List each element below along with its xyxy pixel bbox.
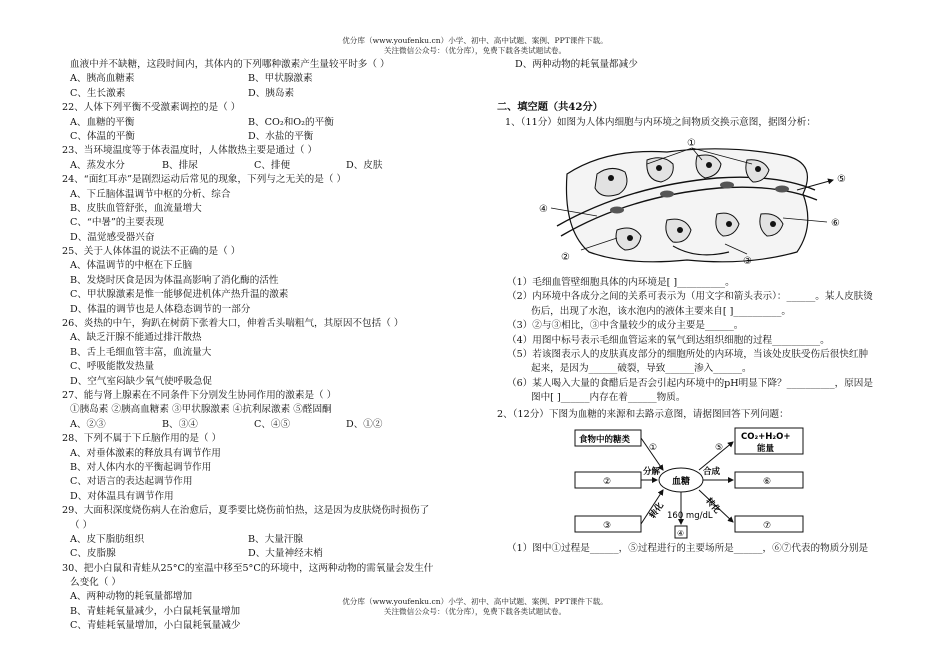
q24-option-c: C、“中暑”的主要表现 xyxy=(70,217,164,229)
label-2: ② xyxy=(561,252,570,264)
q21-options-row2 xyxy=(62,87,462,101)
q30-option-a: A、两种动物的耗氧量都增加 xyxy=(70,591,193,603)
q29-option-b: B、大量汗腺 xyxy=(248,533,304,545)
q30-option-b: B、青蛙耗氧量减少，小白鼠耗氧量增加 xyxy=(70,605,241,617)
num-6: ⑥ xyxy=(763,476,772,487)
q2-stem: 2、（12分）下图为血糖的来源和去路示意图，请据图回答下列问题： xyxy=(497,408,789,420)
center-label: 血糖 xyxy=(672,476,691,487)
q25-option-b: B、发烧时厌食是因为体温高影响了消化酶的活性 xyxy=(70,274,279,286)
cell-nucleus xyxy=(726,221,732,227)
q28-option-d: D、对体温具有调节作用 xyxy=(70,490,174,502)
q27-option-b: B、③④ xyxy=(162,418,198,430)
blood-cell xyxy=(775,186,789,193)
q22-options-row1 xyxy=(62,116,462,130)
q26-option-a: A、缺乏汗腺不能通过排汗散热 xyxy=(70,332,202,344)
q27-option-a: A、②③ xyxy=(70,418,106,430)
q27-option-d: D、①② xyxy=(346,418,383,430)
q27-stem: 27、能与肾上腺素在不同条件下分别发生协同作用的激素是（ ） xyxy=(62,389,337,401)
label-5: ⑤ xyxy=(837,174,846,186)
num-7: ⑦ xyxy=(763,520,772,531)
q26-option-b: B、舌上毛细血管丰富，血流量大 xyxy=(70,346,212,358)
q22-option-a: A、血糖的平衡 xyxy=(70,116,135,128)
left-column xyxy=(62,58,462,634)
label-3: ③ xyxy=(743,256,752,268)
q25-option-a: A、体温调节的中枢在下丘脑 xyxy=(70,260,193,272)
num-1: ① xyxy=(649,442,658,453)
q1-sub-2-cont: 伤后，出现了水泡，该水泡内的液体主要来自[ ]__________。 xyxy=(531,305,791,317)
q27-items: ①胰岛素 ②胰高血糖素 ③甲状腺激素 ④抗利尿激素 ⑤醛固酮 xyxy=(70,404,332,416)
q23-option-a: A、蒸发水分 xyxy=(70,159,125,171)
q30-option-d: D、两种动物的耗氧量都减少 xyxy=(515,59,638,70)
label-1: ① xyxy=(687,138,696,150)
q21-option-b: B、甲状腺激素 xyxy=(248,73,313,85)
conc-label: 160 mg/dL xyxy=(667,510,713,521)
blood-cell xyxy=(720,182,734,189)
header-line-2: 关注微信公众号：（优分库），免费下载各类试题试卷。 xyxy=(383,46,567,56)
q29-continuation: （ ） xyxy=(70,519,93,531)
q27-options xyxy=(62,418,462,432)
q29-options-row2 xyxy=(62,547,462,561)
q24-option-b: B、皮肤血管舒张，血流量增大 xyxy=(70,202,202,214)
q1-sub-1: （1）毛细血管壁细胞具体的内环境是[ ]__________。 xyxy=(507,277,735,289)
food-label: 食物中的糖类 xyxy=(579,434,631,445)
q26-option-c: C、呼吸能散发热量 xyxy=(70,361,155,373)
q29-options-row1 xyxy=(62,533,462,547)
q30-continuation: 么变化（ ） xyxy=(70,577,122,589)
q1-sub-6-cont: 图中[ ]______内存在着______物质。 xyxy=(531,392,686,404)
q28-stem: 28、下列不属于下丘脑作用的是（ ） xyxy=(62,433,222,445)
q2-sub-1: （1）图中①过程是______，⑤过程进行的主要场所是______，⑥⑦代表的物质分别是 xyxy=(507,542,869,554)
q21-options-row1 xyxy=(62,72,462,86)
q26-stem: 26、炎热的中午，狗趴在树荫下张着大口，伸着舌头喘粗气，其原因不包括（ ） xyxy=(62,318,404,330)
page-footer xyxy=(0,597,950,618)
num-4: ④ xyxy=(677,528,685,538)
q27-option-c: C、④⑤ xyxy=(254,418,291,430)
q23-option-b: B、排尿 xyxy=(162,159,198,171)
q1-sub-6: （6）某人喝入大量的食醋后是否会引起内环境中的pH明显下降？__________，原因是 xyxy=(507,377,873,389)
num-3: ③ xyxy=(603,520,612,531)
transform2-label: 转化 xyxy=(703,496,722,516)
cell-exchange-figure xyxy=(497,134,897,276)
q22-option-d: D、水盐的平衡 xyxy=(248,130,314,142)
q22-option-b: B、CO₂和O₂的平衡 xyxy=(248,116,334,128)
right-column xyxy=(497,58,897,556)
q28-option-b: B、对人体内水的平衡起调节作用 xyxy=(70,461,212,473)
cell-nucleus xyxy=(706,162,712,168)
q23-option-d: D、皮肤 xyxy=(346,159,383,171)
cell-nucleus xyxy=(755,166,761,172)
q21-option-c: C、生长激素 xyxy=(70,87,126,99)
q22-options-row2 xyxy=(62,130,462,144)
q1-sub-4: （4）用图中标号表示毛细血管运来的氧气到达组织细胞的过程__________。 xyxy=(507,334,830,346)
q29-option-a: A、皮下脂肪组织 xyxy=(70,533,145,545)
q23-option-c: C、排便 xyxy=(254,159,291,171)
q25-option-d: D、体温的调节也是人体稳态调节的一部分 xyxy=(70,303,251,315)
blood-sugar-diagram xyxy=(497,424,897,542)
q28-option-a: A、对垂体激素的释放具有调节作用 xyxy=(70,447,221,459)
num-2: ② xyxy=(603,476,612,487)
cell-exchange-diagram xyxy=(497,134,897,276)
q25-stem: 25、关于人体体温的说法不正确的是（ ） xyxy=(62,246,241,258)
q21-option-d: D、胰岛素 xyxy=(248,87,295,99)
q30-stem: 30、把小白鼠和青蛙从25°C的室温中移至5°C的环境中，这两种动物的需氧量会发生什 xyxy=(62,562,434,574)
cell-nucleus xyxy=(677,227,683,233)
q23-stem: 23、当环境温度等于体表温度时，人体散热主要是通过（ ） xyxy=(62,145,318,157)
num-5: ⑤ xyxy=(715,442,724,453)
cell-nucleus xyxy=(608,175,614,181)
q30-option-c: C、青蛙耗氧量增加，小白鼠耗氧量减少 xyxy=(70,620,241,632)
blood-sugar-figure xyxy=(497,424,897,542)
q1-sub-3: （3）②与③相比，③中含量较少的成分主要是______。 xyxy=(507,320,744,332)
cell-nucleus xyxy=(770,221,776,227)
synthesize-label: 合成 xyxy=(703,466,721,477)
q24-option-a: A、下丘脑体温调节中枢的分析、综合 xyxy=(70,188,231,200)
q22-option-c: C、体温的平衡 xyxy=(70,130,135,142)
q24-option-d: D、温觉感受器兴奋 xyxy=(70,231,155,243)
q29-option-d: D、大量神经末梢 xyxy=(248,548,323,560)
q1-stem: 1、（11分）如图为人体内细胞与内环境之间物质交换示意图，据图分析： xyxy=(505,116,816,128)
q23-options xyxy=(62,159,462,173)
transform1-label: 转化 xyxy=(647,500,666,521)
tissue-cell xyxy=(595,169,627,197)
q29-option-c: C、皮脂腺 xyxy=(70,548,116,560)
q1-sub-5-cont: 起来，是因为______破裂，导致______渗入______。 xyxy=(531,363,752,375)
cell-nucleus xyxy=(656,165,662,171)
q25-option-c: C、甲状腺激素是惟一能够促进机体产热升温的激素 xyxy=(70,289,289,301)
footer-line-1: 优分库（www.youfenku.cn）小学、初中、高中试题、案例、PPT课件下载。 xyxy=(342,597,608,606)
q28-option-c: C、对语言的表达起调节作用 xyxy=(70,476,193,488)
header-line-1: 优分库（www.youfenku.cn）小学、初中、高中试题、案例、PPT课件下载。 xyxy=(342,36,608,45)
label-6: ⑥ xyxy=(831,218,840,230)
co2-label: CO₂+H₂O+ xyxy=(741,431,791,442)
page-header xyxy=(0,36,950,57)
q21-option-a: A、胰高血糖素 xyxy=(70,73,135,85)
energy-label: 能量 xyxy=(757,443,775,454)
q26-option-d: D、空气室闷缺少氧气使呼吸急促 xyxy=(70,375,213,387)
q22-stem: 22、人体下列平衡不受激素调控的是（ ） xyxy=(62,102,241,114)
q29-stem: 29、大面积深度烧伤病人在治愈后，夏季要比烧伤前怕热，这是因为皮肤烧伤时损伤了 xyxy=(62,505,430,517)
footer-line-2: 关注微信公众号：（优分库），免费下载各类试题试卷。 xyxy=(383,607,567,617)
q1-sub-2: （2）内环境中各成分之间的关系可表示为（用文字和箭头表示）：______。某人皮肤烫 xyxy=(507,291,873,303)
cell-nucleus xyxy=(627,235,633,241)
label-4: ④ xyxy=(539,204,548,216)
q21-continuation: 血液中并不缺糖，这段时间内，其体内的下列哪种激素产生量较平时多（ ） xyxy=(70,59,390,70)
section-title: 二、填空题（共42分） xyxy=(497,101,603,114)
q24-stem: 24、“面红耳赤”是剧烈运动后常见的现象，下列与之无关的是（ ） xyxy=(62,174,347,186)
tissue-outline xyxy=(566,149,807,262)
decompose-label: 分解 xyxy=(643,466,661,477)
q1-sub-5: （5）若该图表示人的皮肤真皮部分的细胞所处的内环境，当该处皮肤受伤后很快红肿 xyxy=(507,349,869,361)
blood-cell xyxy=(610,207,624,214)
blood-cell xyxy=(660,191,674,198)
